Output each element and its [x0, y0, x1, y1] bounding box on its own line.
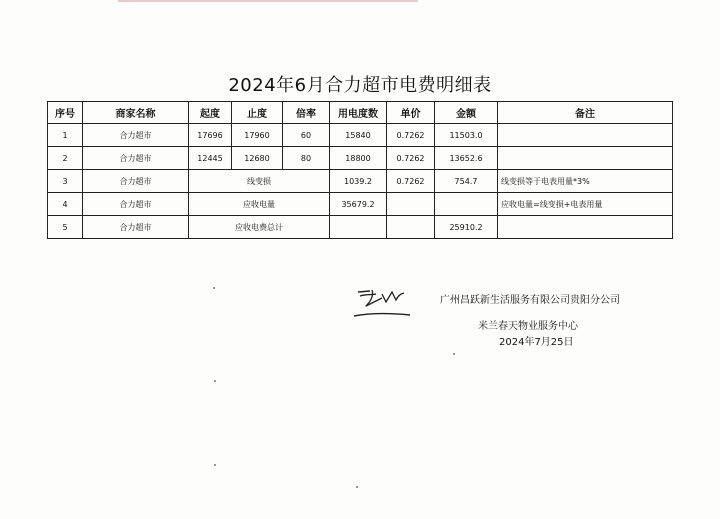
cell-no: 4 — [48, 193, 83, 216]
cell-amount: 13652.6 — [435, 147, 498, 170]
cell-start: 17696 — [189, 124, 232, 147]
cell-merchant: 合力超市 — [83, 147, 189, 170]
cell-amount: 754.7 — [435, 170, 498, 193]
cell-rate: 80 — [283, 147, 330, 170]
cell-receivable-usage-label: 应收电量 — [189, 193, 330, 216]
cell-usage: 1039.2 — [330, 170, 387, 193]
scan-speck — [453, 353, 455, 355]
cell-usage: 15840 — [330, 124, 387, 147]
cell-merchant: 合力超市 — [83, 216, 189, 239]
cell-usage — [330, 216, 387, 239]
cell-amount: 25910.2 — [435, 216, 498, 239]
cell-no: 3 — [48, 170, 83, 193]
service-center-name: 米兰春天物业服务中心 — [478, 321, 578, 332]
cell-usage: 18800 — [330, 147, 387, 170]
scan-speck — [214, 464, 216, 466]
company-name: 广州昌跃新生活服务有限公司贵阳分公司 — [440, 295, 620, 306]
cell-end: 17960 — [232, 124, 283, 147]
header-merchant: 商家名称 — [83, 102, 189, 124]
cell-amount: 11503.0 — [435, 124, 498, 147]
cell-note: 应收电量=线变损+电表用量 — [498, 193, 673, 216]
cell-merchant: 合力超市 — [83, 170, 189, 193]
page-title: 2024年6月合力超市电费明细表 — [228, 75, 492, 96]
table-row — [48, 216, 673, 239]
cell-usage: 35679.2 — [330, 193, 387, 216]
cell-note — [498, 216, 673, 239]
cell-price: 0.7262 — [387, 124, 435, 147]
cell-amount — [435, 193, 498, 216]
cell-no: 1 — [48, 124, 83, 147]
document-date: 2024年7月25日 — [499, 337, 574, 348]
header-note: 备注 — [498, 102, 673, 124]
cell-price — [387, 193, 435, 216]
electricity-fee-table — [47, 101, 673, 239]
handwritten-signature — [352, 282, 414, 322]
cell-note — [498, 147, 673, 170]
header-end: 止度 — [232, 102, 283, 124]
table-row — [48, 147, 673, 170]
table-header-row — [48, 102, 673, 124]
header-usage: 用电度数 — [330, 102, 387, 124]
cell-note: 线变损等于电表用量*3% — [498, 170, 673, 193]
scan-speck — [356, 486, 358, 488]
cell-no: 5 — [48, 216, 83, 239]
cell-line-loss-label: 线变损 — [189, 170, 330, 193]
cell-end: 12680 — [232, 147, 283, 170]
table-row — [48, 193, 673, 216]
cell-merchant: 合力超市 — [83, 124, 189, 147]
cell-note — [498, 124, 673, 147]
scan-speck — [213, 287, 215, 289]
cell-no: 2 — [48, 147, 83, 170]
scan-speck — [214, 380, 216, 382]
header-no: 序号 — [48, 102, 83, 124]
scan-edge-mark — [118, 0, 418, 2]
cell-price: 0.7262 — [387, 147, 435, 170]
cell-rate: 60 — [283, 124, 330, 147]
table-row — [48, 124, 673, 147]
header-amount: 金额 — [435, 102, 498, 124]
cell-price: 0.7262 — [387, 170, 435, 193]
header-rate: 倍率 — [283, 102, 330, 124]
cell-total-fee-label: 应收电费总计 — [189, 216, 330, 239]
cell-start: 12445 — [189, 147, 232, 170]
header-start: 起度 — [189, 102, 232, 124]
table-row — [48, 170, 673, 193]
cell-price — [387, 216, 435, 239]
header-price: 单价 — [387, 102, 435, 124]
cell-merchant: 合力超市 — [83, 193, 189, 216]
